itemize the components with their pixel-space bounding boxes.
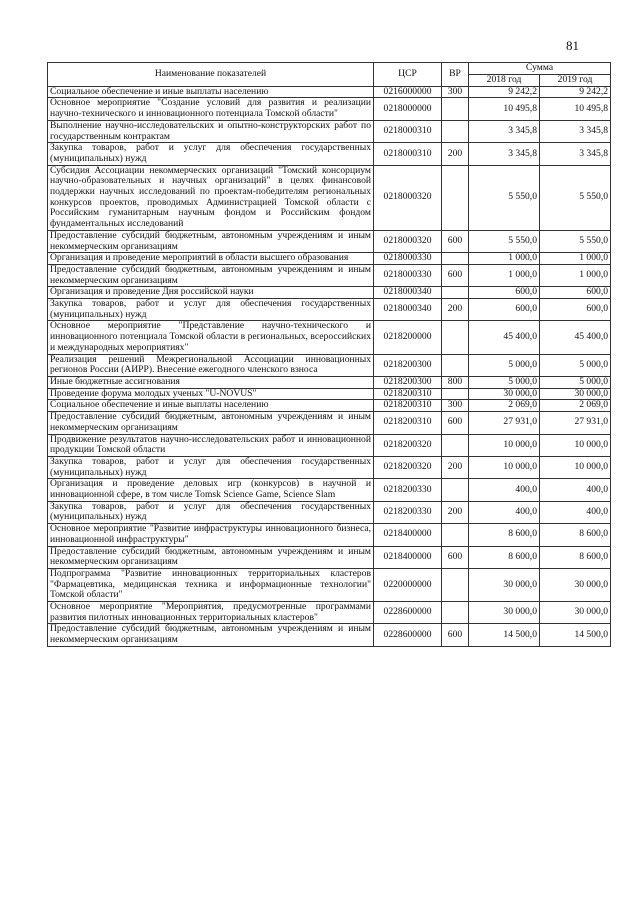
row-vr-cell: [442, 434, 469, 456]
row-name-cell: Предоставление субсидий бюджетным, автономным учреждениям и иным некоммерческим организациям: [48, 624, 374, 646]
row-2018-cell: 2 069,0: [469, 400, 540, 412]
row-2019-cell: 30 000,0: [540, 388, 611, 400]
row-csr-cell: 0228600000: [374, 602, 442, 624]
row-name-cell: Продвижение результатов научно-исследовательских работ и инновационной продукции Томской области: [48, 434, 374, 456]
page-number: 81: [566, 38, 579, 53]
row-2018-cell: 8 600,0: [469, 546, 540, 568]
header-vr: ВР: [442, 63, 469, 87]
row-2018-cell: 400,0: [469, 501, 540, 523]
row-2019-cell: 5 000,0: [540, 354, 611, 376]
table-row: [48, 456, 611, 478]
row-vr-cell: 600: [442, 230, 469, 252]
row-name-cell: Организация и проведение Дня российской науки: [48, 287, 374, 299]
row-2018-cell: 5 000,0: [469, 354, 540, 376]
row-csr-cell: 0218200330: [374, 479, 442, 501]
row-2018-cell: 45 400,0: [469, 321, 540, 354]
table-row: [48, 98, 611, 120]
row-vr-cell: [442, 98, 469, 120]
row-vr-cell: [442, 354, 469, 376]
table-row: [48, 524, 611, 546]
row-name-cell: Предоставление субсидий бюджетным, автономным учреждениям и иным некоммерческим организациям: [48, 546, 374, 568]
row-csr-cell: 0218000330: [374, 253, 442, 265]
row-2019-cell: 600,0: [540, 287, 611, 299]
row-2019-cell: 3 345,8: [540, 143, 611, 165]
row-name-cell: Основное мероприятие "Создание условий для развития и реализации научно-технического и инновационного потенциала Томской области": [48, 98, 374, 120]
row-vr-cell: [442, 165, 469, 230]
row-2018-cell: 5 000,0: [469, 376, 540, 388]
row-name-cell: Проведение форума молодых ученых "U-NOVUS": [48, 388, 374, 400]
row-2018-cell: 14 500,0: [469, 624, 540, 646]
row-2018-cell: 5 550,0: [469, 165, 540, 230]
row-name-cell: Предоставление субсидий бюджетным, автономным учреждениям и иным некоммерческим организациям: [48, 230, 374, 252]
table-row: [48, 253, 611, 265]
row-2019-cell: 8 600,0: [540, 546, 611, 568]
row-2018-cell: 600,0: [469, 299, 540, 321]
row-csr-cell: 0218000340: [374, 299, 442, 321]
table-row: [48, 400, 611, 412]
row-2019-cell: 5 550,0: [540, 165, 611, 230]
table-body: [48, 86, 611, 646]
row-2019-cell: 3 345,8: [540, 120, 611, 142]
budget-table: [47, 62, 611, 647]
row-csr-cell: 0218200300: [374, 354, 442, 376]
table-row: [48, 287, 611, 299]
row-csr-cell: 0218200000: [374, 321, 442, 354]
row-2019-cell: 1 000,0: [540, 264, 611, 286]
table-row: [48, 624, 611, 646]
row-vr-cell: 200: [442, 143, 469, 165]
row-name-cell: Социальное обеспечение и иные выплаты населению: [48, 400, 374, 412]
table-row: [48, 354, 611, 376]
row-2018-cell: 1 000,0: [469, 264, 540, 286]
table-row: [48, 546, 611, 568]
row-2019-cell: 5 000,0: [540, 376, 611, 388]
row-name-cell: Основное мероприятие "Развитие инфраструктуры инновационного бизнеса, инновационной инфраструктуры": [48, 524, 374, 546]
row-csr-cell: 0218000320: [374, 230, 442, 252]
row-vr-cell: [442, 253, 469, 265]
row-vr-cell: 600: [442, 546, 469, 568]
row-csr-cell: 0218000330: [374, 264, 442, 286]
table-row: [48, 120, 611, 142]
row-name-cell: Предоставление субсидий бюджетным, автономным учреждениям и иным некоммерческим организациям: [48, 264, 374, 286]
row-vr-cell: [442, 287, 469, 299]
row-name-cell: Основное мероприятие "Мероприятия, предусмотренные программами развития пилотных инновационных территориальных кластеров": [48, 602, 374, 624]
table-row: [48, 321, 611, 354]
row-2019-cell: 400,0: [540, 501, 611, 523]
row-2019-cell: 14 500,0: [540, 624, 611, 646]
row-vr-cell: 200: [442, 456, 469, 478]
table-row: [48, 388, 611, 400]
row-name-cell: Иные бюджетные ассигнования: [48, 376, 374, 388]
row-2019-cell: 10 000,0: [540, 434, 611, 456]
row-2019-cell: 5 550,0: [540, 230, 611, 252]
row-vr-cell: [442, 479, 469, 501]
row-vr-cell: 200: [442, 299, 469, 321]
row-csr-cell: 0218000320: [374, 165, 442, 230]
row-2018-cell: 8 600,0: [469, 524, 540, 546]
row-csr-cell: 0218200320: [374, 434, 442, 456]
row-name-cell: Социальное обеспечение и иные выплаты населению: [48, 86, 374, 98]
header-year-2018: 2018 год: [469, 75, 540, 87]
table-row: [48, 86, 611, 98]
row-2019-cell: 1 000,0: [540, 253, 611, 265]
header-name: Наименование показателей: [48, 63, 374, 87]
row-vr-cell: [442, 524, 469, 546]
row-name-cell: Выполнение научно-исследовательских и опытно-конструкторских работ по государственным контрактам: [48, 120, 374, 142]
row-2019-cell: 45 400,0: [540, 321, 611, 354]
row-csr-cell: 0218000340: [374, 287, 442, 299]
row-csr-cell: 0218200310: [374, 388, 442, 400]
row-name-cell: Основное мероприятие "Представление научно-технического и инновационного потенциала Томской области в региональных, всероссийских и международных мероприятиях": [48, 321, 374, 354]
row-2018-cell: 27 931,0: [469, 412, 540, 434]
table-row: [48, 264, 611, 286]
row-name-cell: Субсидия Ассоциации некоммерческих организаций "Томский консорциум научно-образовательных и научных организаций" в целях финансовой поддержки научных исследований по проектам-победителям региональных конкурсов проектов, проводимых Администрацией Томской области с Российским гуманитарным научным фондом и Российским фондом фундаментальных исследований: [48, 165, 374, 230]
row-vr-cell: 300: [442, 400, 469, 412]
row-vr-cell: 300: [442, 86, 469, 98]
row-2019-cell: 9 242,2: [540, 86, 611, 98]
table-row: [48, 230, 611, 252]
row-csr-cell: 0218000310: [374, 120, 442, 142]
row-2018-cell: 30 000,0: [469, 388, 540, 400]
row-name-cell: Предоставление субсидий бюджетным, автономным учреждениям и иным некоммерческим организациям: [48, 412, 374, 434]
row-name-cell: Реализация решений Межрегиональной Ассоциации инновационных регионов России (АИРР). Внесение ежегодного членского взноса: [48, 354, 374, 376]
row-2018-cell: 3 345,8: [469, 143, 540, 165]
row-vr-cell: 600: [442, 264, 469, 286]
table-row: [48, 568, 611, 601]
row-csr-cell: 0218200300: [374, 376, 442, 388]
table-row: [48, 299, 611, 321]
header-year-2019: 2019 год: [540, 75, 611, 87]
row-2018-cell: 10 000,0: [469, 456, 540, 478]
row-2018-cell: 10 495,8: [469, 98, 540, 120]
row-name-cell: Закупка товаров, работ и услуг для обеспечения государственных (муниципальных) нужд: [48, 299, 374, 321]
table-row: [48, 501, 611, 523]
row-2019-cell: 10 495,8: [540, 98, 611, 120]
row-2019-cell: 27 931,0: [540, 412, 611, 434]
row-2019-cell: 400,0: [540, 479, 611, 501]
row-2018-cell: 400,0: [469, 479, 540, 501]
row-csr-cell: 0218000310: [374, 143, 442, 165]
row-2018-cell: 600,0: [469, 287, 540, 299]
row-2018-cell: 1 000,0: [469, 253, 540, 265]
row-vr-cell: 600: [442, 624, 469, 646]
row-csr-cell: 0216000000: [374, 86, 442, 98]
row-name-cell: Организация и проведение мероприятий в области высшего образования: [48, 253, 374, 265]
table-row: [48, 165, 611, 230]
table-row: [48, 143, 611, 165]
row-csr-cell: 0218200310: [374, 412, 442, 434]
row-name-cell: Закупка товаров, работ и услуг для обеспечения государственных (муниципальных) нужд: [48, 143, 374, 165]
row-vr-cell: [442, 120, 469, 142]
row-csr-cell: 0218400000: [374, 524, 442, 546]
header-sum: Сумма: [469, 63, 611, 75]
row-name-cell: Организация и проведение деловых игр (конкурсов) в научной и инновационной сфере, в том числе Tomsk Science Game, Science Slam: [48, 479, 374, 501]
table-row: [48, 412, 611, 434]
row-vr-cell: 600: [442, 412, 469, 434]
row-2018-cell: 30 000,0: [469, 602, 540, 624]
table-row: [48, 376, 611, 388]
row-name-cell: Подпрограмма "Развитие инновационных территориальных кластеров "Фармацевтика, медицинская техника и информационные технологии" Томской области": [48, 568, 374, 601]
row-name-cell: Закупка товаров, работ и услуг для обеспечения государственных (муниципальных) нужд: [48, 501, 374, 523]
row-2018-cell: 30 000,0: [469, 568, 540, 601]
row-2019-cell: 600,0: [540, 299, 611, 321]
row-2018-cell: 5 550,0: [469, 230, 540, 252]
row-vr-cell: 800: [442, 376, 469, 388]
row-name-cell: Закупка товаров, работ и услуг для обеспечения государственных (муниципальных) нужд: [48, 456, 374, 478]
row-vr-cell: [442, 388, 469, 400]
table-row: [48, 434, 611, 456]
row-csr-cell: 0218200310: [374, 400, 442, 412]
row-vr-cell: [442, 568, 469, 601]
row-csr-cell: 0218200320: [374, 456, 442, 478]
row-csr-cell: 0218400000: [374, 546, 442, 568]
table-row: [48, 602, 611, 624]
header-csr: ЦСР: [374, 63, 442, 87]
row-2019-cell: 10 000,0: [540, 456, 611, 478]
row-vr-cell: 200: [442, 501, 469, 523]
row-csr-cell: 0218200330: [374, 501, 442, 523]
row-2018-cell: 3 345,8: [469, 120, 540, 142]
row-2018-cell: 9 242,2: [469, 86, 540, 98]
row-csr-cell: 0218000000: [374, 98, 442, 120]
row-2019-cell: 8 600,0: [540, 524, 611, 546]
row-vr-cell: [442, 602, 469, 624]
row-vr-cell: [442, 321, 469, 354]
row-2019-cell: 2 069,0: [540, 400, 611, 412]
row-csr-cell: 0220000000: [374, 568, 442, 601]
row-2019-cell: 30 000,0: [540, 602, 611, 624]
row-2019-cell: 30 000,0: [540, 568, 611, 601]
row-csr-cell: 0228600000: [374, 624, 442, 646]
row-2018-cell: 10 000,0: [469, 434, 540, 456]
table-row: [48, 479, 611, 501]
